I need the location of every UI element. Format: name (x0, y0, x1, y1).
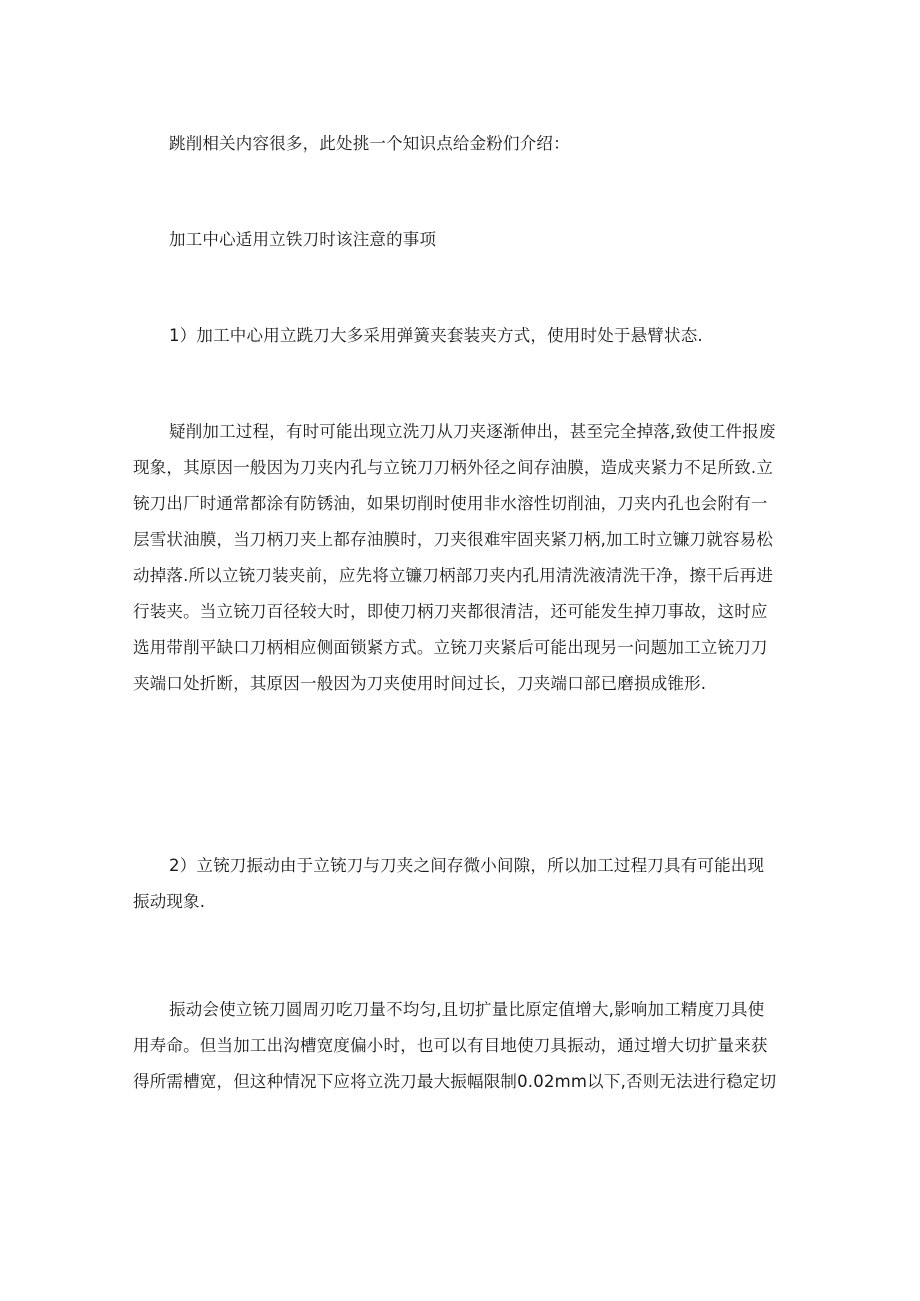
text-line: 用寿命。但当加工出沟槽宽度偏小时，也可以有目地使刀具振动，通过增大切扩量来获 (133, 1036, 768, 1055)
item-1-paragraph (133, 318, 793, 354)
text-line: 选用带削平缺口刀柄相应侧面锁紧方式。立铳刀夹紧后可能出现另一问题加工立铳刀刀 (133, 638, 768, 657)
text-line: 铳刀出厂时通常都涂有防锈油，如果切削时使用非水溶性切削油，刀夹内孔也会附有一 (133, 494, 768, 513)
body-paragraph-2 (133, 992, 793, 1100)
text-line: 振动会使立铳刀圆周刃吃刀量不均匀,且切扩量比原定值增大,影响加工精度刀具使 (169, 1000, 765, 1019)
text-line: 得所需槽宽，但这种情况下应将立洗刀最大振幅限制0.02mm以下,否则无法进行稳定切 (133, 1072, 777, 1091)
text-line: 动掉落.所以立铳刀装夹前，应先将立镰刀柄部刀夹内孔用清洗液清洗干净，擦干后再进 (133, 566, 774, 585)
item-2-paragraph (133, 848, 793, 920)
text-line: 1）加工中心用立跣刀大多采用弹簧夹套装夹方式，使用时处于悬臂状态. (169, 326, 703, 345)
text-line: 疑削加工过程，有时可能出现立洗刀从刀夹逐渐伸出，甚至完全掉落,致使工件报废 (169, 422, 776, 441)
text-line: 行装夹。当立铳刀百径较大时，即使刀柄刀夹都很清洁，还可能发生掉刀事故，这时应 (133, 602, 768, 621)
text-line: 层雪状油膜，当刀柄刀夹上都存油膜时，刀夹很难牢固夹紧刀柄,加工时立镰刀就容易松 (133, 530, 774, 549)
text-line: 振动现象. (133, 892, 206, 911)
text-line: 加工中心适用立铁刀时该注意的事项 (169, 230, 437, 249)
text-line: 跳削相关内容很多，此处挑一个知识点给金粉们介绍： (169, 134, 570, 153)
text-line: 夹端口处折断，其原因一般因为刀夹使用时间过长，刀夹端口部已磨损成锥形. (133, 674, 707, 693)
intro-paragraph (133, 126, 793, 162)
text-line: 现象，其原因一般因为刀夹内孔与立铳刀刀柄外径之间存油膜，造成夹紧力不足所致.立 (133, 458, 774, 477)
body-paragraph-1 (133, 414, 793, 702)
section-heading (133, 222, 793, 258)
text-line: 2）立铳刀振动由于立铳刀与刀夹之间存微小间隙，所以加工过程刀具有可能出现 (169, 856, 765, 875)
